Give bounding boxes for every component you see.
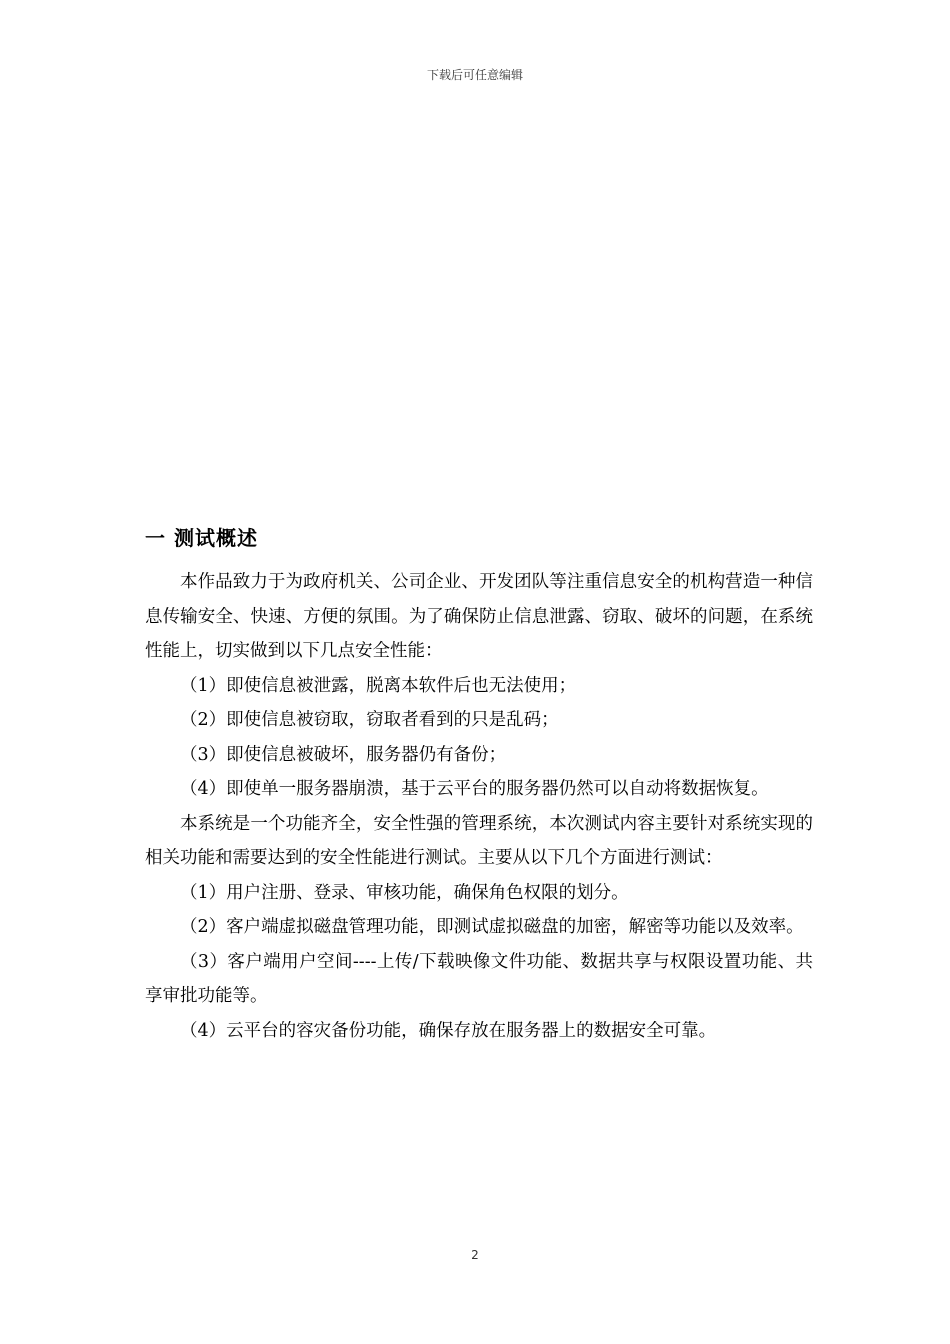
section-body	[145, 565, 813, 1048]
list-item-test-4: （4）云平台的容灾备份功能，确保存放在服务器上的数据安全可靠。	[180, 1020, 717, 1041]
list-item-test-1: （1）用户注册、登录、审核功能，确保角色权限的划分。	[180, 882, 629, 903]
list-item-security-1: （1）即使信息被泄露，脱离本软件后也无法使用；	[180, 675, 577, 696]
header-note: 下载后可任意编辑	[426, 68, 523, 82]
section-title: 一 测试概述	[145, 526, 258, 550]
page-number: 2	[471, 1248, 479, 1262]
list-item-test-3: （3）客户端用户空间----上传/下载映像文件功能、数据共享与权限设置功能、共享审批功能等。	[145, 951, 813, 1006]
list-item-test-2: （2）客户端虚拟磁盘管理功能，即测试虚拟磁盘的加密，解密等功能以及效率。	[180, 917, 804, 937]
list-item-security-4: （4）即使单一服务器崩溃，基于云平台的服务器仍然可以自动将数据恢复。	[180, 779, 769, 799]
paragraph-test-scope: 本系统是一个功能齐全，安全性强的管理系统，本次测试内容主要针对系统实现的相关功能和需要达到的安全性能进行测试。主要从以下几个方面进行测试：	[145, 813, 813, 868]
list-item-security-3: （3）即使信息被破坏，服务器仍有备份；	[180, 744, 507, 765]
paragraph-intro: 本作品致力于为政府机关、公司企业、开发团队等注重信息安全的机构营造一种信息传输安全、快速、方便的氛围。为了确保防止信息泄露、窃取、破坏的问题，在系统性能上，切实做到以下几点安全性能：	[145, 572, 813, 661]
list-item-security-2: （2）即使信息被窃取，窃取者看到的只是乱码；	[180, 710, 559, 730]
